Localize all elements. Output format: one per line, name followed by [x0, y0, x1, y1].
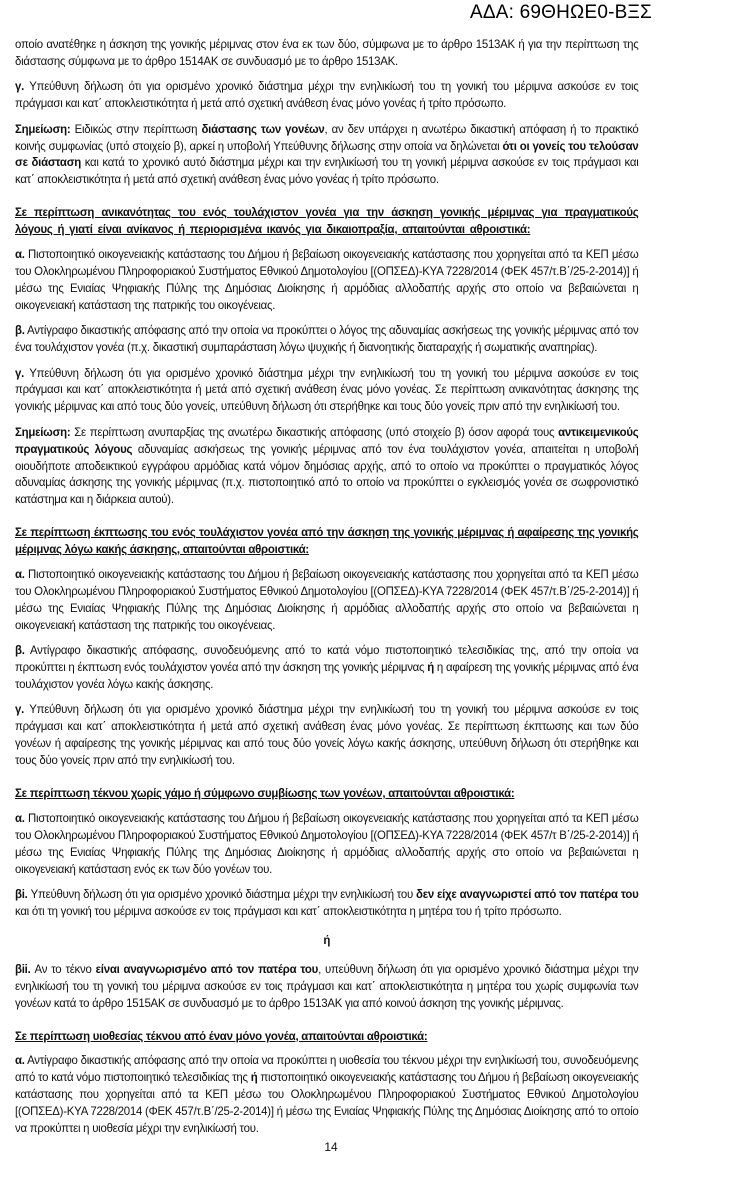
bold-text: δεν είχε αναγνωριστεί από τον πατέρα του: [416, 888, 639, 902]
section-heading: Σε περίπτωση υιοθεσίας τέκνου από έναν μόνο γονέα, απαιτούνται αθροιστικά:: [15, 1029, 428, 1043]
paragraph: [15, 37, 639, 71]
bold-text: διάστασης των γονέων: [201, 122, 325, 136]
bold-text: β.: [15, 324, 25, 338]
bold-text: ότι οι γονείς του τελούσαν σε διάσταση: [15, 139, 639, 170]
text-run: Αντίγραφο δικαστικής απόφασης από την οποία να προκύπτει η υιοθεσία του τέκνου μέχρι την ενηλικίωσή του, συνοδευόμενης από το κατά νόμο πιστοποιητικό τελεσιδικίας της: [15, 1054, 639, 1085]
bold-text: ή: [427, 661, 434, 675]
bold-text: α.: [15, 248, 25, 262]
text-run: αδυναμίας ασκήσεως της γονικής μέριμνας από τον ένα τουλάχιστον γονέα, απαιτείται η υποβολή οιουδήποτε αποδεικτικού εγγράφου αρμόδιας κατά νόμον δημόσιας αρχής, από το οποίο να προκύπτει ο πραγματικός λόγος αδυναμίας άσκησης της γονικής μέριμνας (π.χ. πιστοποιητικό από το οποίο να προκύπτει ο εγκλεισμός γονέα σε σωφρονιστικό κατάστημα και η διάρκεια αυτού).: [15, 442, 639, 507]
paragraph: [15, 567, 639, 635]
paragraph: [15, 247, 639, 315]
text-run: Υπεύθυνη δήλωση ότι για ορισμένο χρονικό διάστημα μέχρι την ενηλικίωσή του: [27, 888, 417, 902]
bold-text: είναι αναγνωρισμένο από τον πατέρα του: [95, 962, 319, 976]
paragraph: [15, 702, 639, 770]
paragraph: [15, 643, 639, 694]
bold-text: Σημείωση:: [15, 425, 71, 439]
text-run: Αν το τέκνο: [30, 962, 96, 976]
paragraph: [15, 323, 639, 357]
text-run: Ειδικώς στην περίπτωση: [70, 122, 202, 136]
bold-text: β.: [15, 644, 25, 658]
text-run: η αφαίρεση της γονικής μέριμνας από ένα τουλάχιστον γονέα λόγω κακής άσκησης.: [15, 661, 639, 691]
paragraph: [15, 1053, 639, 1138]
text-run: Πιστοποιητικό οικογενειακής κατάστασης του Δήμου ή βεβαίωση οικογενειακής κατάστασης που χορηγείται από τα ΚΕΠ μέσω του Ολοκληρωμένου Πληροφοριακού Συστήματος Εθνικού Δημοτολογίου [(ΟΠΣΕΔ)-ΚΥΑ 7228/2014 (ΦΕΚ 457/τ.Β΄/25-2-2014)] ή μέσω της Ενιαίας Ψηφιακής Πύλης της Δημόσιας Διοίκησης ή αρμόδιας αλλοδαπής αρχής στο οποίο να βεβαιώνεται η οικογενειακή κατάσταση της πατρικής του οικογένειας.: [15, 248, 639, 312]
text-run: Σε περίπτωση ανυπαρξίας της ανωτέρω δικαστικής απόφασης (υπό στοιχείο β) όσον αφορά τους: [70, 425, 559, 439]
bold-text: α.: [15, 1054, 25, 1068]
or-separator: ή: [323, 933, 331, 947]
bold-text: γ.: [15, 703, 25, 717]
bold-text: βii.: [15, 962, 31, 976]
paragraph: [15, 122, 639, 190]
ada-document-id: ΑΔΑ: 69ΘΗΩΕ0-ΒΞΣ: [470, 2, 652, 23]
bold-text: ή: [250, 1071, 258, 1085]
bold-text: Σημείωση:: [15, 122, 71, 136]
paragraph: [15, 811, 639, 879]
text-run: Υπεύθυνη δήλωση ότι για ορισμένο χρονικό διάστημα μέχρι την ενηλικίωσή του τη γονική του μέριμνα ασκούσε εν τοις πράγμασι και κατ΄ αποκλειστικότητα ή μετά από σχετική ανάθεση ένας μόνο γονέας ή τρίτο πρόσωπο.: [15, 80, 639, 111]
text-run: , υπεύθυνη δήλωση ότι για ορισμένο χρονικό διάστημα μέχρι την ενηλικίωσή του τη γονική του μέριμνα ασκούσε εν τοις πράγμασι και κατ΄ αποκλειστικότητα η μητέρα του χωρίς συμφωνία των γονέων κατά το άρθρο 1515ΑΚ σε συνδυασμό με το άρθρο 1513ΑΚ για από κοινού άσκηση της γονικής μέριμνας.: [15, 962, 639, 1010]
paragraph: [15, 366, 639, 417]
bold-text: γ.: [15, 366, 25, 380]
section-heading: Σε περίπτωση έκπτωσης του ενός τουλάχιστον γονέα από την άσκηση της γονικής μέριμνας ή αφαίρεσης της γονικής μέριμνας λόγω κακής άσκησης, απαιτούνται αθροιστικά:: [15, 526, 639, 557]
paragraph: [15, 962, 639, 1013]
text-run: και κατά το χρονικό αυτό διάστημα μέχρι και την ενηλικίωσή του τη γονική μέριμνα ασκούσε εν τοις πράγμασι και κατ΄ αποκλειστικότητα ή μετά από σχετική ανάθεση ένας μόνο γονέας ή τρίτο πρόσωπο.: [15, 156, 639, 187]
paragraph: [15, 887, 639, 921]
text-run: οποίο ανατέθηκε η άσκηση της γονικής μέριμνας στον ένα εκ των δύο, σύμφωνα με το άρθρο 1513ΑΚ ή για την περίπτωση της διάστασης σύμφωνα με το άρθρο 1514ΑΚ σε συνδυασμό με το άρθρο 1513ΑΚ.: [15, 38, 639, 68]
text-run: Αντίγραφο δικαστικής απόφασης, συνοδευόμενης από το κατά νόμο πιστοποιητικό τελεσιδικίας της, από την οποία να προκύπτει η έκπτωση ενός τουλάχιστον γονέα από την άσκηση της γονικής μέριμνας: [15, 644, 639, 675]
text-run: Υπεύθυνη δήλωση ότι για ορισμένο χρονικό διάστημα μέχρι την ενηλικίωσή του τη γονική του μέριμνα ασκούσε εν τοις πράγμασι και κατ΄ αποκλειστικότητα ή μετά από σχετική ανάθεση ένας μόνο γονέας. Σε περίπτωση έκπτωσης και των δύο γονέων ή αφαίρεσης της γονικής μέριμνας και από τους δύο γονείς λόγω κακής άσκησης, υπεύθυνη δήλωση ότι στερήθηκε και τους δύο γονείς πριν από την ενηλικίωσή του.: [15, 703, 639, 768]
text-run: Πιστοποιητικό οικογενειακής κατάστασης του Δήμου ή βεβαίωση οικογενειακής κατάστασης που χορηγείται από τα ΚΕΠ μέσω του Ολοκληρωμένου Πληροφοριακού Συστήματος Εθνικού Δημοτολογίου [(ΟΠΣΕΔ)-ΚΥΑ 7228/2014 (ΦΕΚ 457/τ.Β΄/25-2-2014)] ή μέσω της Ενιαίας Ψηφιακής Πύλης της Δημόσιας Διοίκησης ή αρμόδιας αλλοδαπής αρχής στο οποίο να βεβαιώνεται η οικογενειακή κατάσταση της πατρικής του οικογένειας.: [15, 568, 639, 632]
section-heading: Σε περίπτωση τέκνου χωρίς γάμο ή σύμφωνο συμβίωσης των γονέων, απαιτούνται αθροιστικά:: [15, 787, 515, 801]
text-run: Υπεύθυνη δήλωση ότι για ορισμένο χρονικό διάστημα μέχρι την ενηλικίωσή του τη γονική του μέριμνα ασκούσε εν τοις πράγμασι και κατ΄ αποκλειστικότητα ή μετά από σχετική ανάθεση ένας μόνο γονέας. Σε περίπτωση ανικανότητας άσκησης της γονικής μέριμνας και από τους δύο γονείς, υπεύθυνη δήλωση ότι στερήθηκε και τους δύο γονείς πριν από την ενηλικίωσή του.: [15, 366, 639, 414]
bold-text: γ.: [15, 80, 25, 94]
section-heading: Σε περίπτωση ανικανότητας του ενός τουλάχιστον γονέα για την άσκηση γονικής μέριμνας για πραγματικούς λόγους ή γιατί είναι ανίκανος ή περιορισμένα ικανός για δικαιοπραξία, απαιτούνται αθροιστικά:: [15, 206, 639, 237]
text-run: Πιστοποιητικό οικογενειακής κατάστασης του Δήμου ή βεβαίωση οικογενειακής κατάστασης που χορηγείται από τα ΚΕΠ μέσω του Ολοκληρωμένου Πληροφοριακού Συστήματος Εθνικού Δημοτολογίου [(ΟΠΣΕΔ)-ΚΥΑ 7228/2014 (ΦΕΚ 457/τ Β΄/25-2-2014)] ή μέσω της Ενιαίας Ψηφιακής Πύλης της Δημόσιας Διοίκησης ή αρμόδιας αλλοδαπής αρχής στο οποίο να βεβαιώνεται η οικογενειακή κατάσταση ενός εκ των δύο γονέων του.: [15, 811, 639, 876]
document-body: [15, 37, 639, 1146]
paragraph: [15, 79, 639, 113]
bold-text: βi.: [15, 888, 28, 902]
bold-text: α.: [15, 568, 25, 582]
text-run: πιστοποιητικό οικογενειακής κατάστασης του Δήμου ή βεβαίωση οικογενειακής κατάστασης που χορηγείται από τα ΚΕΠ μέσω του Ολοκληρωμένου Πληροφοριακού Συστήματος Εθνικού Δημοτολογίου [(ΟΠΣΕΔ)-ΚΥΑ 7228/2014 (ΦΕΚ 457/τ.Β΄/25-2-2014)] ή μέσω της Ενιαίας Ψηφιακής Πύλης της Δημόσιας Διοίκησης από το οποίο να προκύπτει η υιοθεσία μέχρι την ενηλικίωσή του.: [15, 1071, 639, 1136]
text-run: , αν δεν υπάρχει η ανωτέρω δικαστική απόφαση ή το πρακτικό κοινής συμφωνίας (υπό στοιχείο β), αρκεί η υποβολή Υπεύθυνης δήλωσης στην οποία να δηλώνεται: [15, 122, 639, 153]
bold-text: αντικειμενικούς πραγματικούς λόγους: [15, 425, 639, 456]
paragraph: [15, 425, 639, 510]
text-run: και ότι τη γονική του μέριμνα ασκούσε εν τοις πράγμασι και κατ΄ αποκλειστικότητα η μητέρα του ή τρίτο πρόσωπο.: [15, 904, 562, 918]
text-run: Αντίγραφο δικαστικής απόφασης από την οποία να προκύπτει ο λόγος της αδυναμίας ασκήσεως της γονικής μέριμνας από τον ένα τουλάχιστον γονέα (π.χ. δικαστική συμπαράσταση λόγω ψυχικής ή διανοητικής διαταραχής ή σωματικής αναπηρίας).: [15, 324, 639, 355]
page-number: 14: [324, 1140, 338, 1154]
bold-text: α.: [15, 811, 25, 825]
